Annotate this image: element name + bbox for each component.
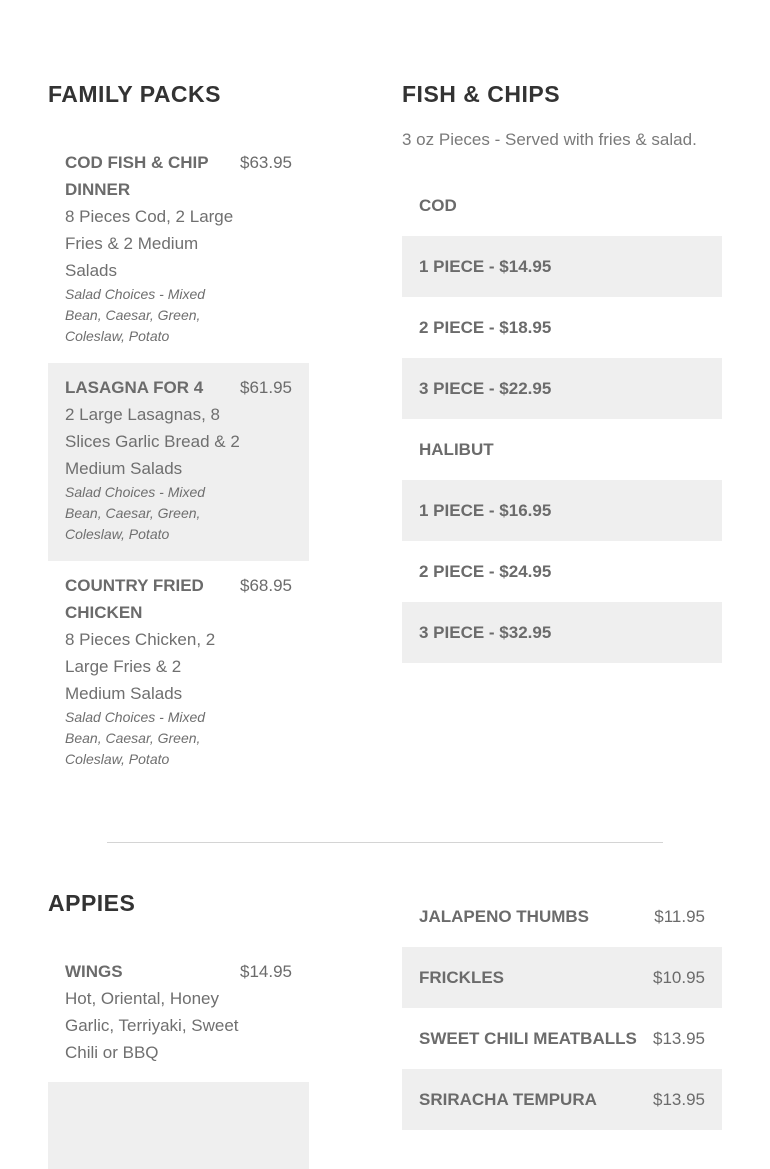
item-note: Salad Choices - Mixed Bean, Caesar, Green, Coleslaw, Potato	[65, 286, 206, 344]
price-option[interactable]: 2 PIECE - $24.95	[419, 561, 552, 581]
item-price: $10.95	[653, 967, 705, 987]
appies-right-list	[402, 886, 722, 1130]
item-name: WINGS	[65, 962, 123, 981]
section-divider	[107, 842, 663, 843]
fish-chips-subtitle: 3 oz Pieces - Served with fries & salad.	[402, 130, 697, 149]
menu-item-sriracha-tempura[interactable]	[402, 1069, 722, 1130]
menu-item-sweet-chili-meatballs[interactable]	[402, 1008, 722, 1069]
menu-item-next[interactable]	[48, 1082, 309, 1169]
fish-chips-title: FISH & CHIPS	[402, 81, 561, 107]
item-note: Salad Choices - Mixed Bean, Caesar, Green, Coleslaw, Potato	[65, 484, 206, 542]
item-name: FRICKLES	[419, 967, 504, 987]
item-price: $68.95	[240, 576, 292, 595]
category-heading-halibut: HALIBUT	[419, 439, 494, 459]
item-price: $14.95	[240, 962, 292, 981]
category-heading-cod: COD	[419, 195, 457, 215]
price-option[interactable]: 1 PIECE - $14.95	[402, 236, 722, 297]
price-option[interactable]: 2 PIECE - $18.95	[419, 317, 552, 337]
item-price: $13.95	[653, 1089, 705, 1109]
fish-chips-list	[402, 175, 722, 663]
family-packs-title: FAMILY PACKS	[48, 81, 221, 107]
menu-item-lasagna-for-4[interactable]	[48, 363, 309, 561]
item-price: $13.95	[653, 1028, 705, 1048]
menu-item-jalapeno-thumbs[interactable]	[402, 886, 722, 947]
menu-item-frickles[interactable]	[402, 947, 722, 1008]
item-name: SRIRACHA TEMPURA	[419, 1089, 597, 1109]
menu-item-country-fried-chicken[interactable]	[48, 561, 309, 786]
item-name: LASAGNA FOR 4	[65, 378, 204, 397]
appies-left-list	[48, 947, 309, 1169]
menu-item-cod-fish-chip-dinner[interactable]	[48, 138, 309, 363]
menu-item-wings[interactable]	[48, 947, 309, 1082]
family-packs-list	[48, 138, 309, 786]
price-option[interactable]: 3 PIECE - $22.95	[402, 358, 722, 419]
appies-title: APPIES	[48, 890, 136, 916]
item-name: COD FISH & CHIP DINNER	[65, 153, 209, 199]
item-description: 2 Large Lasagnas, 8 Slices Garlic Bread & 2 Medium Salads	[65, 405, 240, 478]
item-name: JALAPENO THUMBS	[419, 906, 590, 926]
item-description: 8 Pieces Chicken, 2 Large Fries & 2 Medium Salads	[65, 630, 216, 703]
item-description: Hot, Oriental, Honey Garlic, Terriyaki, Sweet Chili or BBQ	[65, 989, 239, 1062]
item-note: Salad Choices - Mixed Bean, Caesar, Green, Coleslaw, Potato	[65, 709, 206, 767]
price-option[interactable]: 1 PIECE - $16.95	[402, 480, 722, 541]
item-name: COUNTRY FRIED CHICKEN	[65, 576, 204, 622]
price-option[interactable]: 3 PIECE - $32.95	[402, 602, 722, 663]
item-price: $11.95	[654, 906, 705, 926]
item-price: $63.95	[240, 153, 292, 172]
item-description: 8 Pieces Cod, 2 Large Fries & 2 Medium Salads	[65, 207, 234, 280]
item-price: $61.95	[240, 378, 292, 397]
item-name: SWEET CHILI MEATBALLS	[419, 1028, 637, 1048]
